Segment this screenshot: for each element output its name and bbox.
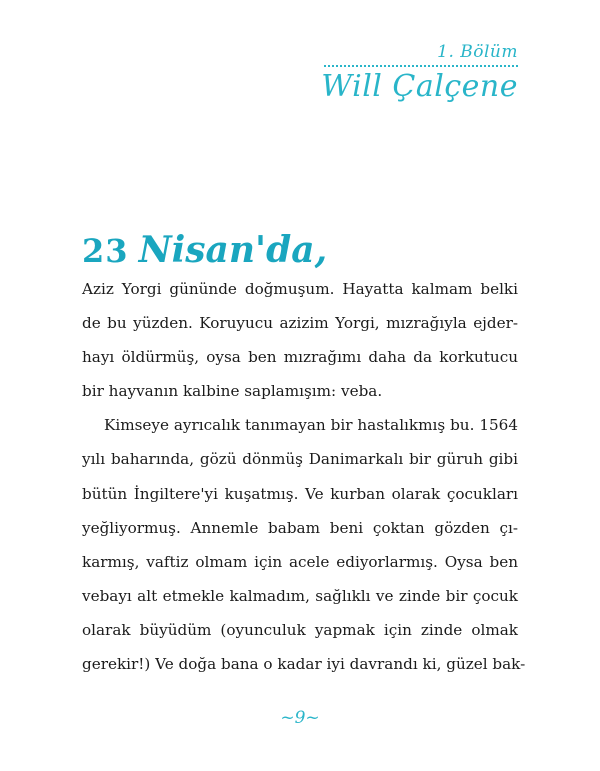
dotted-divider: [324, 65, 518, 67]
text-line: Kimseye ayrıcalık tanımayan bir hastalıkmış bu. 1564: [104, 416, 518, 435]
section-heading: [82, 226, 327, 275]
page-number: ~9~: [280, 708, 320, 728]
paragraph-2: [82, 408, 526, 681]
text-line: gerekir!) Ve doğa bana o kadar iyi davrandı ki, güzel bak-: [82, 655, 526, 674]
text-line: Aziz Yorgi gününde doğmuşum. Hayatta kalmam belki: [82, 280, 518, 298]
paragraph-1: [82, 272, 518, 408]
text-line: yılı baharında, gözü dönmüş Danimarkalı bir güruh gibi: [82, 450, 518, 469]
chapter-header: [321, 42, 518, 104]
text-line: yeğliyormuş. Annemle babam beni çoktan gözden çı-: [82, 518, 518, 537]
body-text: [82, 272, 526, 681]
text-line: bir hayvanın kalbine saplamışım: veba.: [82, 382, 383, 401]
text-line: vebayı alt etmekle kalmadım, sağlıklı ve zinde bir çocuk: [82, 586, 518, 605]
text-line: karmış, vaftiz olmam için acele ediyorlarmış. Oysa ben: [82, 552, 518, 571]
chapter-label: 1. Bölüm: [437, 42, 518, 62]
text-line: de bu yüzden. Koruyucu azizim Yorgi, mızrağıyla ejder-: [82, 314, 518, 333]
heading-number: 23: [82, 232, 129, 270]
heading-word: Nisan'da,: [138, 229, 328, 271]
text-line: bütün İngiltere'yi kuşatmış. Ve kurban olarak çocukları: [82, 484, 518, 503]
text-line: hayı öldürmüş, oysa ben mızrağımı daha da korkutucu: [82, 348, 518, 367]
chapter-title: Will Çalçene: [321, 69, 518, 104]
text-line: olarak büyüdüm (oyunculuk yapmak için zinde olmak: [82, 620, 518, 639]
